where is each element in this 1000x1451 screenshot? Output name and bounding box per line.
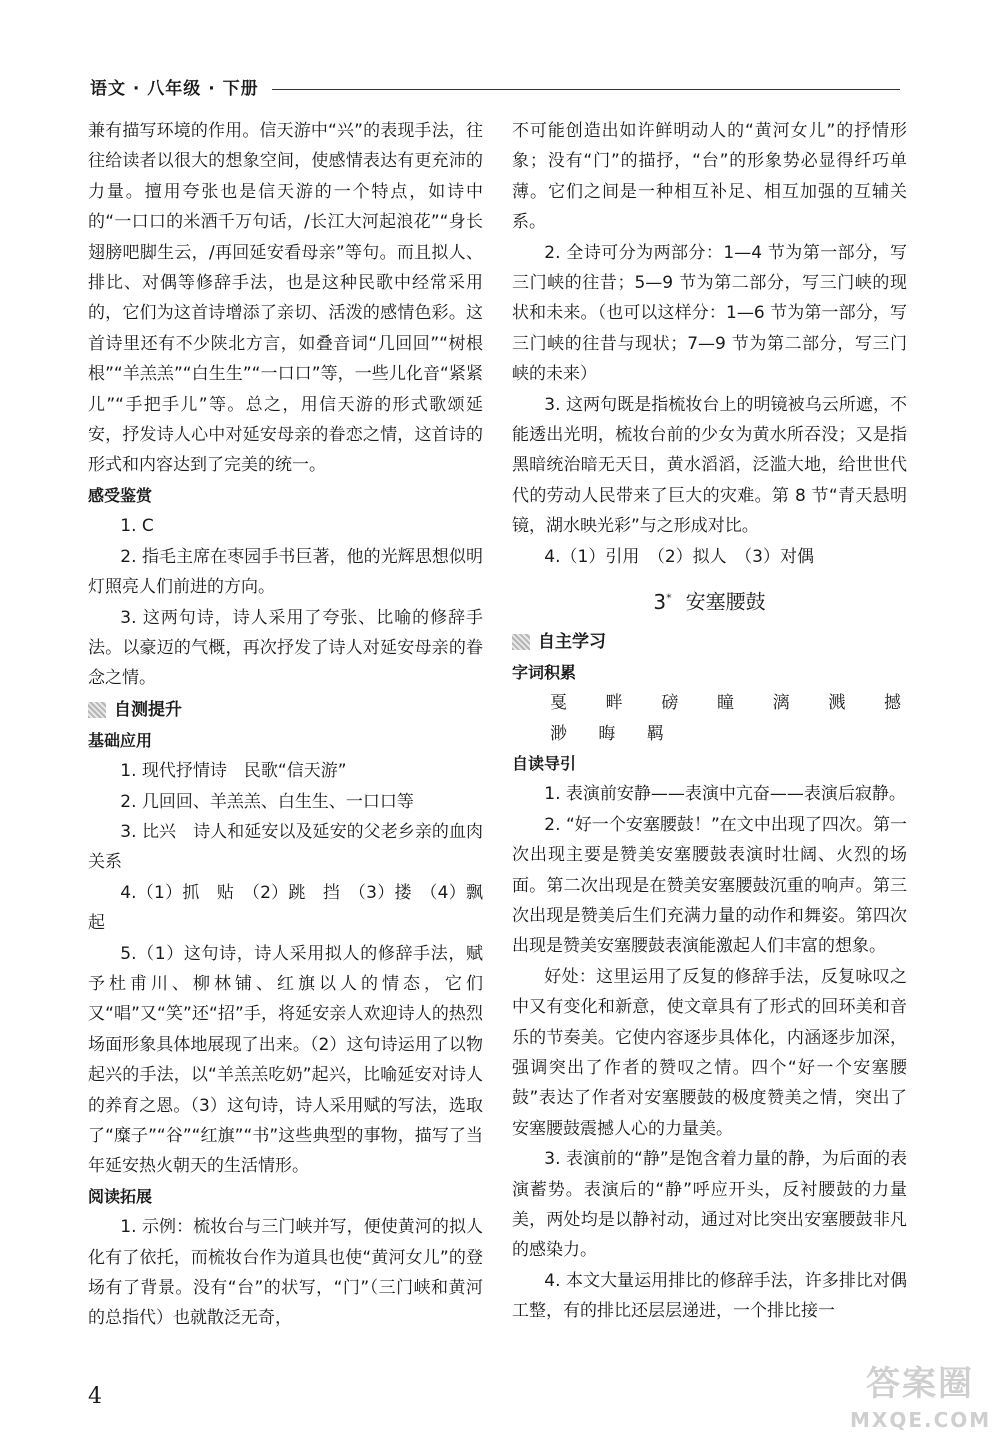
section-marker-icon	[88, 702, 106, 718]
lesson-title-text: 安塞腰鼓	[685, 589, 766, 614]
paragraph: 4. 本文大量运用排比的修辞手法，许多排比对偶工整，有的排比还层层递进，一个排比接一	[512, 1270, 907, 1322]
section-heading-text: 自测提升	[114, 699, 182, 720]
subheading: 字词积累	[512, 662, 577, 682]
page-number: 4	[88, 1384, 102, 1409]
watermark-site: MXQE.COM	[850, 1408, 992, 1432]
lesson-title	[512, 578, 907, 622]
section-marker-icon	[512, 634, 530, 650]
paragraph: 2. 全诗可分为两部分：1—4 节为第一部分，写三门峡的往昔；5—9 节为第二部分，写三门峡的现状和未来。（也可以这样分：1—6 节为第一部分，写三门峡的往昔与现状；7—9 节为第二部分，写三门峡的未来）	[512, 242, 907, 385]
left-column	[88, 116, 500, 1334]
running-header	[90, 76, 900, 106]
paragraph: 4.（1）抓 贴 （2）跳 挡 （3）搂 （4）飘 起	[88, 882, 500, 934]
paragraph: 2. 几回回、羊羔羔、白生生、一口口等	[120, 791, 414, 812]
paragraph: 1. 现代抒情诗 民歌“信天游”	[120, 761, 347, 782]
paragraph: 1. C	[120, 516, 154, 537]
paragraph: 3. 这两句诗，诗人采用了夸张、比喻的修辞手法。以豪迈的气概，再次抒发了诗人对延安母亲的眷念之情。	[88, 607, 483, 689]
paragraph: 3. 这两句既是指梳妆台上的明镜被乌云所遮，不能透出光明，梳妆台前的少女为黄水所吞没；又是指黑暗统治暗无天日，黄水滔滔，泛滥大地，给世世代代的劳动人民带来了巨大的灾难。第 8 节“青天悬明镜，湖水映光彩”与之形成对比。	[512, 394, 907, 537]
paragraph: 3. 表演前的“静”是饱含着力量的静，为后面的表演蓄势。表演后的“静”呼应开头，反衬腰鼓的力量美，两处均是以静衬动，通过对比突出安塞腰鼓非凡的感染力。	[512, 1149, 907, 1261]
header-rule	[272, 89, 900, 90]
lesson-number	[653, 590, 671, 614]
right-column	[512, 116, 907, 1327]
watermark-logo: 答案圈	[866, 1364, 974, 1404]
subheading: 感受鉴赏	[88, 485, 153, 505]
lesson-number-text: 3	[653, 589, 667, 614]
subheading: 阅读拓展	[88, 1186, 153, 1206]
paragraph: 2. 指毛主席在枣园手书巨著，他的光辉思想似明灯照亮人们前进的方向。	[88, 546, 483, 598]
paragraph: 4.（1）引用 （2）拟人 （3）对偶	[544, 546, 814, 567]
section-heading	[512, 626, 907, 658]
paragraph: 2. “好一个安塞腰鼓！”在文中出现了四次。第一次出现主要是赞美安塞腰鼓表演时壮阔、火烈的场面。第二次出现是在赞美安塞腰鼓沉重的响声。第三次出现是赞美后生们充满力量的动作和舞姿。第四次出现是赞美安塞腰鼓表演能激起人们丰富的想象。	[512, 814, 907, 957]
section-heading-text: 自主学习	[538, 631, 606, 652]
paragraph: 不可能创造出如许鲜明动人的“黄河女儿”的抒情形象；没有“门”的描抒，“台”的形象势必显得纤巧单薄。它们之间是一种相互补足、相互加强的互辅关系。	[512, 121, 907, 233]
watermark	[850, 1362, 990, 1444]
section-heading	[88, 694, 483, 726]
paragraph: 好处：这里运用了反复的修辞手法，反复咏叹之中又有变化和新意，使文章具有了形式的回环美和音乐的节奏美。它使内容逐步具体化，内涵逐步加深，强调突出了作者的赞叹之情。四个“好一个安塞腰鼓”表达了作者对安塞腰鼓的极度赞美之情，突出了安塞腰鼓震撼人心的力量美。	[512, 966, 907, 1139]
lesson-mark: *	[666, 591, 672, 605]
paragraph: 1. 表演前安静——表演中亢奋——表演后寂静。	[544, 784, 906, 805]
paragraph: 兼有描写环境的作用。信天游中“兴”的表现手法，往往给读者以很大的想象空间，使感情表达有更充沛的力量。擅用夸张也是信天游的一个特点，如诗中的“一口口的米酒千万句话，/长江大河起浪花”“身长翅膀吧脚生云，/再回延安看母亲”等句。而且拟人、排比、对偶等修辞手法，也是这种民歌中经常采用的，它们为这首诗增添了亲切、活泼的感情色彩。这首诗里还有不少陕北方言，如叠音词“几回回”“树根根”“羊羔羔”“白生生”“一口口”等，一些儿化音“紧紧儿”“手把手儿”等。总之，用信天游的形式歌颂延安，抒发诗人心中对延安母亲的眷恋之情，这首诗的形式和内容达到了完美的统一。	[88, 121, 483, 476]
subheading: 基础应用	[88, 730, 153, 750]
paragraph: 1. 示例：梳妆台与三门峡并写，便使黄河的拟人化有了依托，而梳妆台作为道具也使“黄河女儿”的登场有了背景。没有“台”的状写，“门”（三门峡和黄河的总指代）也就散泛无奇，	[88, 1217, 483, 1329]
book-title: 语文 · 八年级 · 下册	[90, 79, 259, 99]
subheading: 自读导引	[512, 753, 577, 773]
vocabulary-characters: 戛 畔 磅 瞳 漓 溅 撼 渺 晦 羁	[550, 693, 907, 744]
paragraph: 3. 比兴 诗人和延安以及延安的父老乡亲的血肉关系	[88, 821, 483, 873]
paragraph: 5.（1）这句诗，诗人采用拟人的修辞手法，赋予杜甫川、柳林铺、红旗以人的情态，它们又“唱”又“笑”还“招”手，将延安亲人欢迎诗人的热烈场面形象具体地展现了出来。（2）这句诗运用了以物起兴的手法，以“羊羔羔吃奶”起兴，比喻延安对诗人的养育之恩。（3）这句诗，诗人采用赋的写法，选取了“糜子”“谷”“红旗”“书”这些典型的事物，描写了当年延安热火朝天的生活情形。	[88, 943, 483, 1177]
